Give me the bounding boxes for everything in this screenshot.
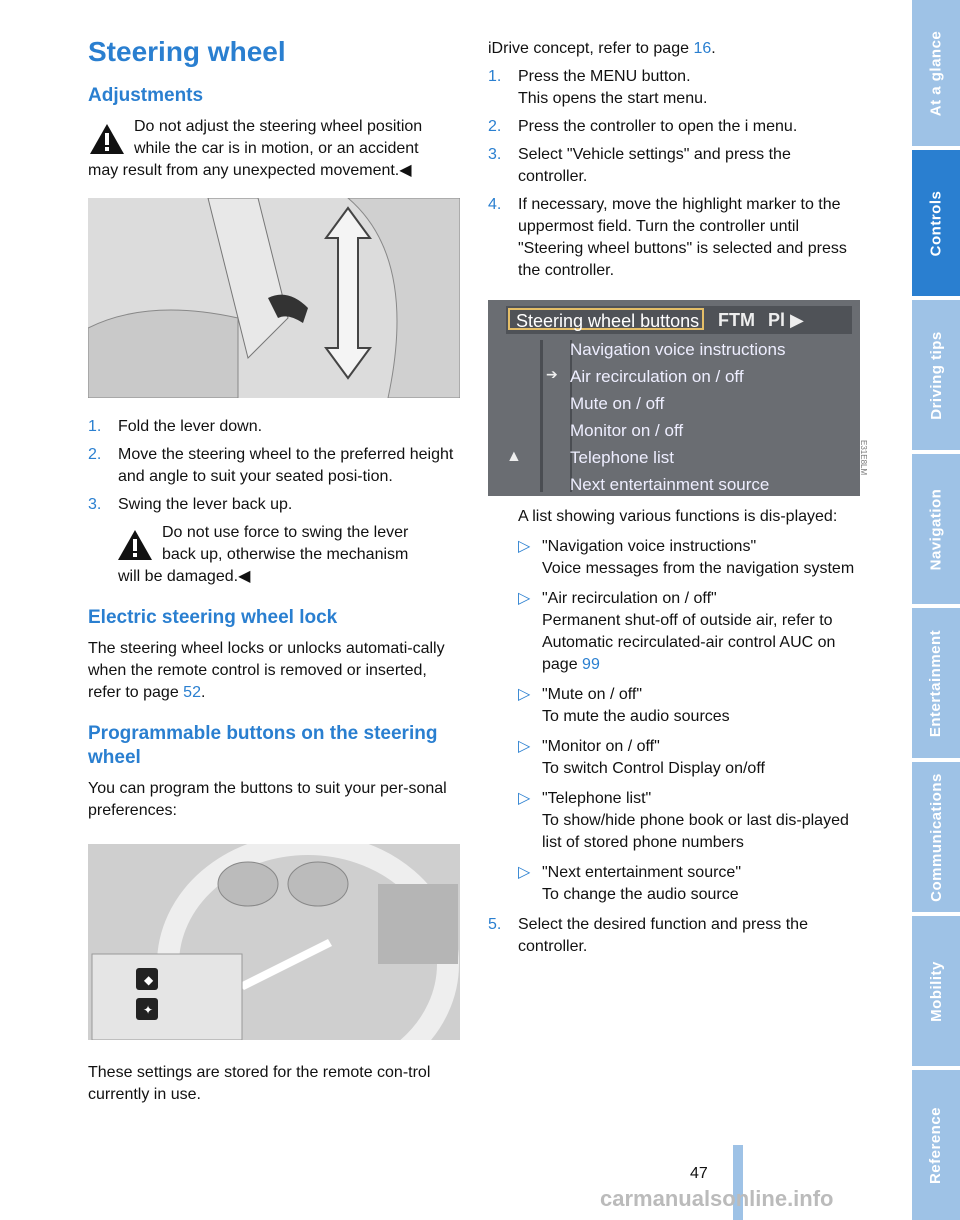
lock-text: The steering wheel locks or unlocks automati-cally when the remote control is removed or inserted, refer to page 52. bbox=[88, 640, 445, 701]
step-3: 3. Swing the lever back up. bbox=[88, 496, 293, 513]
step-r4: 4. If necessary, move the highlight marker to the uppermost field. Turn the controller until "Steering wheel buttons" is selected and press the controller. bbox=[488, 196, 847, 279]
tab-navigation[interactable]: Navigation bbox=[912, 454, 960, 604]
heading-adjustments: Adjustments bbox=[88, 85, 204, 106]
tab-at-a-glance[interactable]: At a glance bbox=[912, 0, 960, 146]
page-link-52[interactable]: 52 bbox=[183, 684, 201, 701]
tab-entertainment[interactable]: Entertainment bbox=[912, 608, 960, 758]
screen-title: Steering wheel buttons bbox=[508, 308, 704, 330]
step-1: 1. Fold the lever down. bbox=[88, 418, 263, 435]
steering-lever-figure bbox=[88, 198, 460, 398]
tab-driving-tips[interactable]: Driving tips bbox=[912, 300, 960, 450]
idrive-text: iDrive concept, refer to page 16. bbox=[488, 40, 716, 57]
svg-text:◆: ◆ bbox=[144, 973, 154, 987]
selection-marker-icon: ➔ bbox=[546, 366, 558, 382]
step-r2: 2. Press the controller to open the i menu. bbox=[488, 118, 798, 135]
step-r5: 5. Select the desired function and press the controller. bbox=[488, 916, 808, 955]
steering-wheel-illustration bbox=[88, 844, 460, 1040]
warning-force: Do not use force to swing the lever back up, otherwise the mechanism will be damaged.◀ bbox=[118, 524, 409, 585]
lever-illustration bbox=[88, 198, 460, 398]
page-title: Steering wheel bbox=[88, 36, 286, 67]
warning-adjust: Do not adjust the steering wheel position while the car is in motion, or an accident may result from any unexpected movement.◀ bbox=[88, 118, 423, 179]
bullet-3: ▷ "Monitor on / off" To switch Control Display on/off bbox=[518, 738, 765, 777]
svg-text:✦: ✦ bbox=[143, 1003, 154, 1017]
screen-ftm: FTM bbox=[718, 310, 755, 330]
step-r3: 3. Select "Vehicle settings" and press the controller. bbox=[488, 146, 791, 185]
screen-item: Monitor on / off bbox=[570, 421, 684, 440]
screen-item: Air recirculation on / off bbox=[570, 367, 744, 386]
bullet-2: ▷ "Mute on / off" To mute the audio sources bbox=[518, 686, 730, 725]
page-number: 47 bbox=[690, 1165, 708, 1182]
tab-mobility[interactable]: Mobility bbox=[912, 916, 960, 1066]
heading-lock: Electric steering wheel lock bbox=[88, 607, 338, 628]
warning-icon bbox=[116, 528, 154, 562]
bullet-5: ▷ "Next entertainment source" To change the audio source bbox=[518, 864, 742, 903]
screen-pl: Pl ▶ bbox=[768, 310, 804, 330]
stored-text: These settings are stored for the remote con-trol currently in use. bbox=[88, 1064, 431, 1103]
heading-programmable: Programmable buttons on the steering wheel bbox=[88, 723, 438, 768]
control-display-screen: Steering wheel buttons FTM Pl ▶ Navigation voice instructions Air recirculation on / off Mute on / off Monitor on / off Telephone list Next entertainment source ➔ ▲ E31E8LM bbox=[488, 300, 860, 496]
list-intro: A list showing various functions is dis-played: bbox=[518, 508, 838, 525]
screen-divider bbox=[570, 340, 572, 492]
chapter-sidebar bbox=[912, 0, 960, 1220]
tab-communications[interactable]: Communications bbox=[912, 762, 960, 912]
bullet-4: ▷ "Telephone list" To show/hide phone book or last dis-played list of stored phone numbers bbox=[518, 790, 849, 851]
screen-divider bbox=[540, 340, 543, 492]
screen-item: Navigation voice instructions bbox=[570, 340, 786, 359]
screen-item: Next entertainment source bbox=[570, 475, 770, 494]
tab-reference[interactable]: Reference bbox=[912, 1070, 960, 1220]
right-column bbox=[488, 30, 868, 964]
page-link-99[interactable]: 99 bbox=[582, 656, 600, 673]
prog-text: You can program the buttons to suit your per-sonal preferences: bbox=[88, 780, 447, 819]
bullet-1: ▷ "Air recirculation on / off" Permanent shut-off of outside air, refer to Automatic recirculated-air control AUC on page 99 bbox=[518, 590, 836, 673]
step-2: 2. Move the steering wheel to the preferred height and angle to suit your seated posi-tion. bbox=[88, 446, 454, 485]
scroll-up-icon: ▲ bbox=[506, 448, 522, 465]
tab-controls[interactable]: Controls bbox=[912, 150, 960, 296]
steering-buttons-figure bbox=[88, 844, 460, 1040]
screen-item: Telephone list bbox=[570, 448, 674, 467]
left-column bbox=[88, 30, 460, 1106]
warning-icon bbox=[88, 122, 126, 156]
step-r1: 1. Press the MENU button. This opens the start menu. bbox=[488, 68, 708, 107]
screen-top-bar bbox=[506, 306, 852, 334]
bullet-0: ▷ "Navigation voice instructions" Voice messages from the navigation system bbox=[518, 538, 855, 577]
screen-item: Mute on / off bbox=[570, 394, 665, 413]
page-link-16[interactable]: 16 bbox=[693, 40, 712, 57]
watermark: carmanualsonline.info bbox=[600, 1186, 834, 1211]
